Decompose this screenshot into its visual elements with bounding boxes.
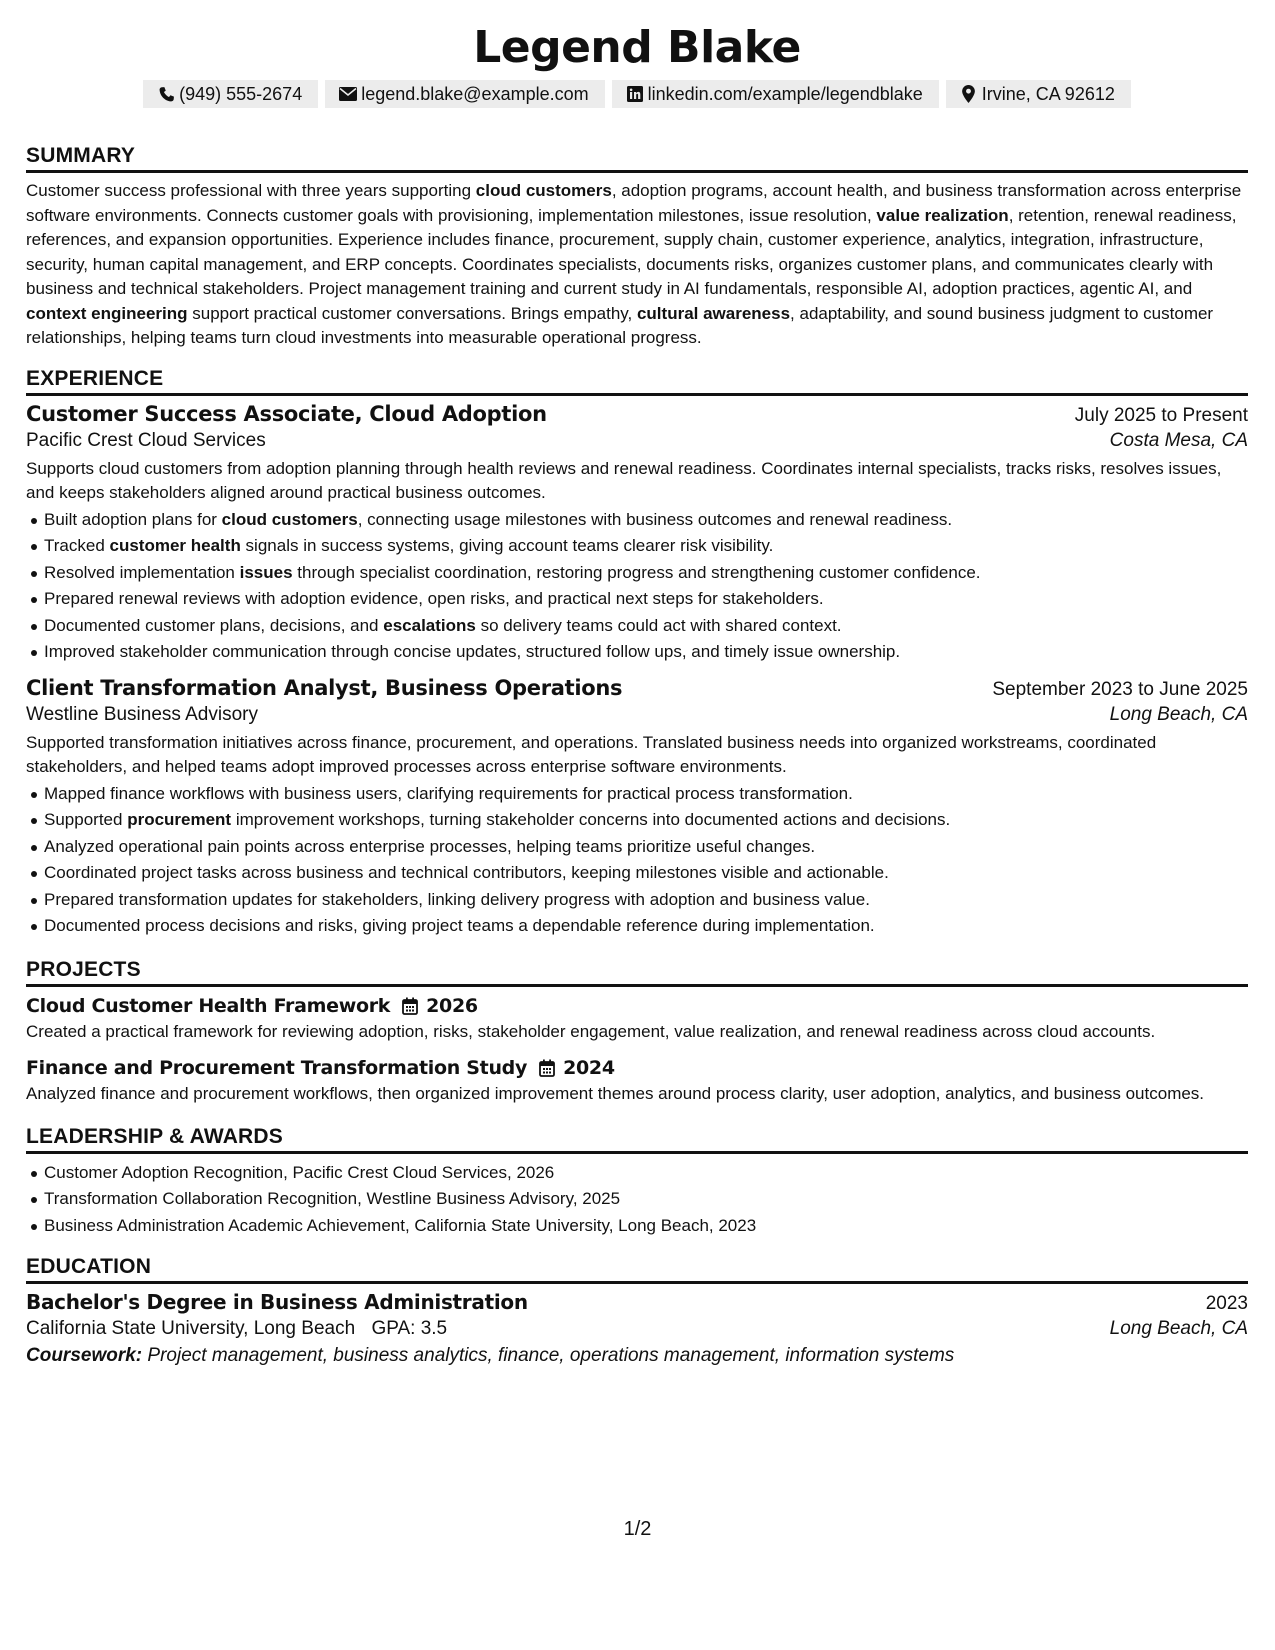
bullet-text: Improved stakeholder communication through concise updates, structured follow ups, and timely issue ownership. <box>44 642 901 661</box>
award-item: Transformation Collaboration Recognition, Westline Business Advisory, 2025 <box>44 1186 1248 1213</box>
job-location: Costa Mesa, CA <box>1109 429 1248 451</box>
award-item: Business Administration Academic Achievement, California State University, Long Beach, 2023 <box>44 1213 1248 1240</box>
map-pin-icon <box>959 85 979 103</box>
job-bullet <box>44 834 1248 861</box>
section-title-summary: SUMMARY <box>26 142 1248 173</box>
section-title-experience: EXPERIENCE <box>26 365 1248 396</box>
award-item: Customer Adoption Recognition, Pacific Crest Cloud Services, 2026 <box>44 1160 1248 1187</box>
bullet-keyword: procurement <box>127 810 232 829</box>
bullet-keyword: escalations <box>383 615 476 635</box>
job-title: Customer Success Associate, Cloud Adoption <box>26 401 547 426</box>
project-name: Finance and Procurement Transformation Study <box>26 1057 528 1079</box>
gpa: GPA: 3.5 <box>371 1318 448 1339</box>
coursework <box>26 1345 1248 1367</box>
job-bullet <box>44 613 1248 640</box>
job-company: Westline Business Advisory <box>26 703 258 725</box>
bullet-text: Tracked <box>44 536 110 555</box>
bullet-text: Documented process decisions and risks, giving project teams a dependable reference during implementation. <box>44 916 875 935</box>
project-year: 2024 <box>563 1057 615 1079</box>
project-entry <box>26 1057 1248 1107</box>
calendar-icon <box>539 1059 555 1077</box>
projects-section <box>26 956 1248 1107</box>
section-title-projects: PROJECTS <box>26 956 1248 987</box>
coursework-list: Project management, business analytics, finance, operations management, information systems <box>147 1345 955 1366</box>
coursework-label: Coursework: <box>26 1345 143 1366</box>
job-dates: September 2023 to June 2025 <box>992 678 1248 700</box>
bullet-text: so delivery teams could act with shared context. <box>475 615 842 635</box>
linkedin-icon <box>625 85 645 103</box>
school-location: Long Beach, CA <box>1109 1318 1248 1339</box>
job-entry <box>26 676 1248 940</box>
job-bullets <box>26 507 1248 666</box>
job-bullet <box>44 533 1248 560</box>
project-description: Created a practical framework for reviewing adoption, risks, stakeholder engagement, value realization, and renewal readiness across cloud accounts. <box>26 1021 1156 1041</box>
summary-keyword: value realization <box>876 205 1009 225</box>
bullet-keyword: cloud customers <box>221 509 358 529</box>
summary-section <box>26 142 1248 351</box>
bullet-text: signals in success systems, giving account teams clearer risk visibility. <box>240 536 774 555</box>
job-company: Pacific Crest Cloud Services <box>26 429 266 451</box>
job-bullet <box>44 586 1248 613</box>
project-description: Analyzed finance and procurement workflows, then organized improvement themes around process clarity, user adoption, analytics, and business outcomes. <box>26 1084 1205 1103</box>
summary-segment: support practical customer conversations. Brings empathy, <box>187 303 637 323</box>
summary-segment: Customer success professional with three years supporting <box>26 181 476 200</box>
bullet-text: Coordinated project tasks across business and technical contributors, keeping milestones visible and actionable. <box>44 863 889 882</box>
job-location: Long Beach, CA <box>1109 703 1248 725</box>
bullet-text: Supported <box>44 810 128 829</box>
awards-section <box>26 1123 1248 1240</box>
job-bullet <box>44 639 1248 666</box>
project-year: 2026 <box>426 994 478 1017</box>
job-bullet <box>44 860 1248 887</box>
bullet-text: Built adoption plans for <box>44 509 222 529</box>
bullet-text: Analyzed operational pain points across enterprise processes, helping teams prioritize useful changes. <box>44 836 816 856</box>
bullet-keyword: customer health <box>109 536 241 555</box>
calendar-icon <box>402 997 418 1015</box>
page-number: 1/2 <box>623 1518 652 1540</box>
bullet-text: through specialist coordination, restoring progress and strengthening customer confidence. <box>292 562 981 582</box>
section-title-awards: LEADERSHIP & AWARDS <box>26 1123 1248 1154</box>
contact-email[interactable] <box>325 80 604 108</box>
job-bullet <box>44 560 1248 587</box>
job-bullet <box>44 507 1248 534</box>
section-title-education: EDUCATION <box>26 1253 1248 1284</box>
job-bullets <box>26 781 1248 940</box>
experience-section <box>26 365 1248 940</box>
job-summary: Supports cloud customers from adoption planning through health reviews and renewal readiness. Coordinates internal specialists, tracks risks, resolves issues, and keeps stakeholders aligned around practical business outcomes. <box>26 458 1222 502</box>
summary-keyword: context engineering <box>26 303 188 323</box>
summary-keyword: cloud customers <box>475 181 612 200</box>
project-entry <box>26 995 1248 1045</box>
bullet-text: Resolved implementation <box>44 562 240 582</box>
bullet-text: improvement workshops, turning stakeholder concerns into documented actions and decisions. <box>231 810 951 829</box>
job-bullet <box>44 807 1248 834</box>
summary-text <box>26 179 1248 351</box>
bullet-text: Prepared transformation updates for stakeholders, linking delivery progress with adoption and business value. <box>44 889 870 909</box>
contact-phone[interactable] <box>143 80 318 108</box>
school-name: California State University, Long Beach <box>26 1318 356 1339</box>
summary-segment: , adaptability, and sound business judgment to customer relationships, helping teams turn cloud investments into measurable operational progress. <box>26 303 1214 347</box>
bullet-text: , connecting usage milestones with business outcomes and renewal readiness. <box>357 509 953 529</box>
job-bullet <box>44 913 1248 940</box>
phone-icon <box>156 85 176 103</box>
email-text: legend.blake@example.com <box>361 83 589 104</box>
summary-keyword: cultural awareness <box>636 303 791 323</box>
envelope-icon <box>338 85 358 103</box>
bullet-keyword: issues <box>239 562 293 582</box>
summary-segment: , retention, renewal readiness, references, and expansion opportunities. Experience includes finance, procurement, supply chain, customer experience, analytics, integration, infrastructure, security, human capital management, and ERP concepts. Coordinates specialists, documents risks, organizes customer plans, and communicates clearly with business and technical stakeholders. Project management training and current study in AI fundamentals, responsible AI, adoption practices, agentic AI, and <box>26 205 1237 298</box>
location-text: Irvine, CA 92612 <box>981 83 1115 104</box>
bullet-text: Mapped finance workflows with business users, clarifying requirements for practical process transformation. <box>44 783 853 803</box>
contact-location[interactable] <box>946 80 1131 108</box>
job-bullet <box>44 887 1248 914</box>
resume-page <box>26 22 1248 1367</box>
job-dates: July 2025 to Present <box>1074 404 1248 426</box>
contact-linkedin[interactable] <box>612 80 939 108</box>
education-section <box>26 1253 1248 1367</box>
job-bullet <box>44 781 1248 808</box>
graduation-year: 2023 <box>1205 1293 1248 1314</box>
awards-list <box>26 1160 1248 1240</box>
linkedin-text: linkedin.com/example/legendblake <box>647 83 923 104</box>
bullet-text: Documented customer plans, decisions, and <box>44 615 384 635</box>
phone-text: (949) 555-2674 <box>179 83 303 104</box>
job-summary: Supported transformation initiatives across finance, procurement, and operations. Translated business needs into organized workstreams, coordinated stakeholders, and helped teams adopt improved processes across enterprise software environments. <box>26 732 1157 776</box>
contact-bar <box>26 80 1248 108</box>
job-title: Client Transformation Analyst, Business Operations <box>26 675 623 700</box>
project-name: Cloud Customer Health Framework <box>26 994 391 1017</box>
candidate-name: Legend Blake <box>473 22 801 73</box>
job-entry <box>26 402 1248 666</box>
summary-segment: , adoption programs, account health, and business transformation across enterprise software environments. Connects customer goals with provisioning, implementation milestones, issue resolution, <box>26 181 1242 225</box>
bullet-text: Prepared renewal reviews with adoption evidence, open risks, and practical next steps for stakeholders. <box>44 589 824 608</box>
degree-title: Bachelor's Degree in Business Administration <box>26 1290 528 1314</box>
